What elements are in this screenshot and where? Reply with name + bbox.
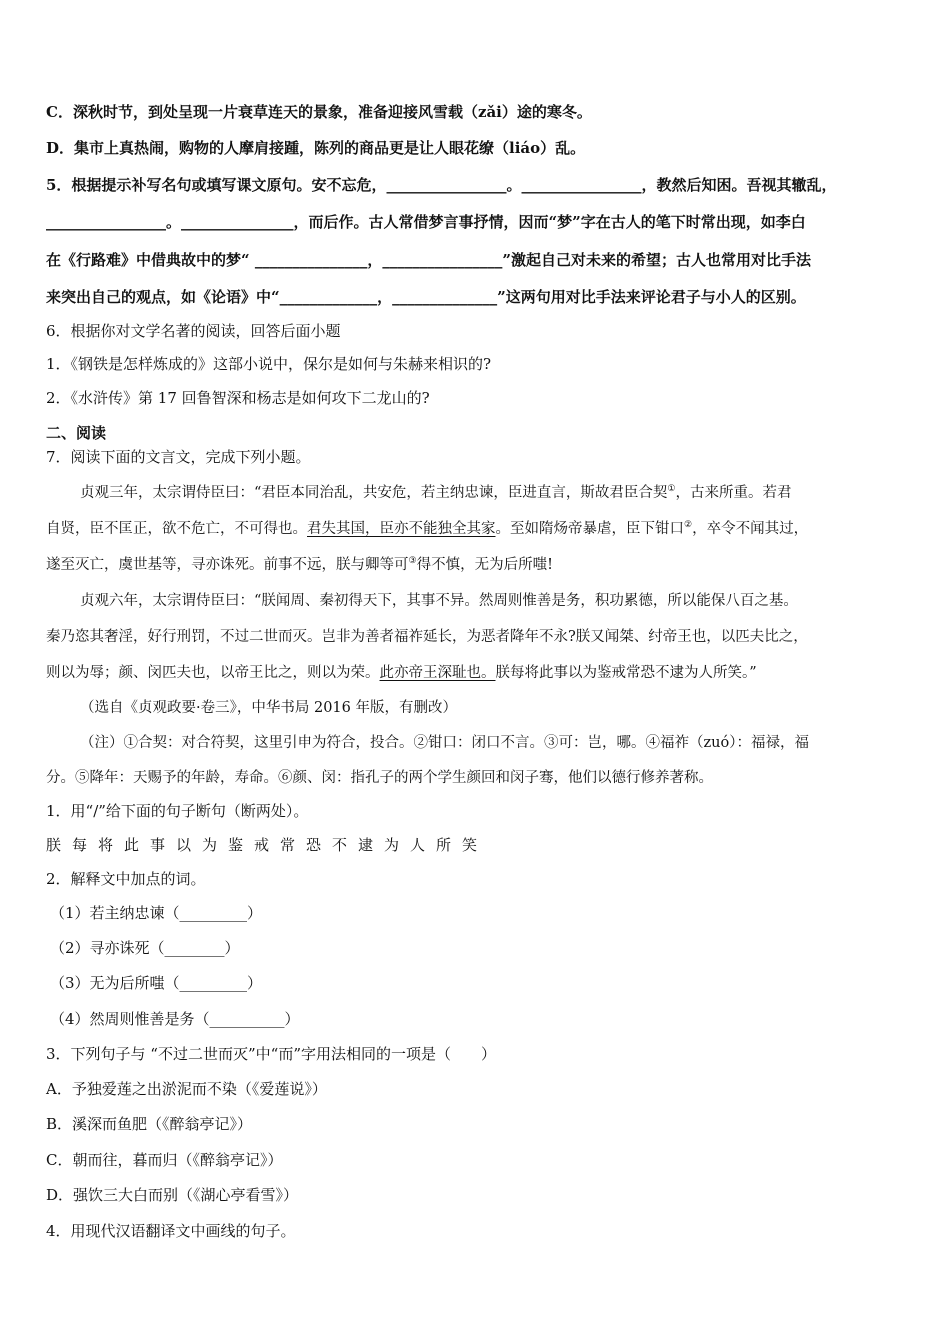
passage-notes-line-1: （注）①合契：对合符契，这里引申为符合，投合。②钳口：闭口不言。③可：岂，哪。④福祚（zuó）：福禄，福: [80, 735, 809, 751]
sq3-prompt: 3．下列句子与 “不过二世而灭”中“而”字用法相同的一项是（ ）: [46, 1045, 496, 1063]
q5-line-4: 来突出自己的观点，如《论语》中“_____________，______________”这两句用对比手法来评论君子与小人的区别。: [46, 288, 806, 306]
sq2-item-1: （1）若主纳忠谏（_________）: [50, 904, 263, 922]
passage-paragraph-2-line-2: 秦乃恣其奢淫，好行刑罚，不过二世而灭。岂非为善者福祚延长，为恶者降年不永?朕又闻桀、纣帝王也，以匹夫比之，: [46, 629, 808, 645]
sq3-option-b: B．溪深而鱼肥（《醉翁亭记》）: [46, 1115, 253, 1133]
sq2-item-4: （4）然周则惟善是务（__________）: [50, 1010, 300, 1028]
q4-option-c: C．深秋时节，到处呈现一片衰草连天的景象，准备迎接风雪载（zǎi）途的寒冬。: [46, 103, 592, 121]
passage-paragraph-2-line-1: 贞观六年，太宗谓侍臣曰：“朕闻周、秦初得天下，其事不异。然周则惟善是务，积功累德，所以能保八百之基。: [80, 593, 798, 609]
passage-paragraph-1-line-2: 自贤，臣不匡正，欲不危亡，不可得也。君失其国，臣亦不能独全其家。至如隋炀帝暴虐，臣下钳口②，卒令不闻其过，: [46, 520, 809, 537]
passage-paragraph-1-line-3: 遂至灭亡，虞世基等，寻亦诛死。前事不远，朕与卿等可③得不慎，无为后所嗤!: [46, 556, 553, 573]
q5-line-2: ________________。_______________，而后作。古人常借梦言事抒情，因而“梦”字在古人的笔下时常出现，如李白: [46, 213, 806, 231]
sq1-prompt: 1．用“/”给下面的句子断句（断两处）。: [46, 802, 309, 820]
q5-line-1: 5．根据提示补写名句或填写课文原句。安不忘危，________________。________________，教然后知困。吾视其辙乱，: [46, 176, 837, 194]
sq3-option-c: C．朝而往，暮而归（《醉翁亭记》）: [46, 1151, 283, 1169]
sq1-sentence: 朕每将此事以为鉴戒常恐不逮为人所笑: [46, 836, 489, 854]
q5-line-3: 在《行路难》中借典故中的梦“ _______________，________________”激起自己对未来的希望；古人也常用对比手法: [46, 251, 811, 269]
sq4-prompt: 4．用现代汉语翻译文中画线的句子。: [46, 1222, 296, 1240]
underlined-sentence-2: 此亦帝王深耻也。: [379, 665, 496, 681]
sq2-item-3: （3）无为后所嗤（_________）: [50, 974, 263, 992]
passage-source: （选自《贞观政要·卷三》，中华书局 2016 年版，有删改）: [80, 700, 457, 716]
passage-paragraph-1-line-1: 贞观三年，太宗谓侍臣曰：“君臣本同治乱，共安危，若主纳忠谏，臣进直言，斯故君臣合契①，古来所重。若君: [80, 484, 792, 501]
q6-subquestion-2: 2．《水浒传》第 17 回鲁智深和杨志是如何攻下二龙山的?: [46, 389, 430, 407]
underlined-sentence-1: 君失其国，臣亦不能独全其家: [307, 521, 496, 537]
q4-option-d: D．集市上真热闹，购物的人摩肩接踵，陈列的商品更是让人眼花缭（liáo）乱。: [46, 139, 586, 157]
section-heading: 二、阅读: [46, 424, 107, 442]
sq3-option-a: A．予独爱莲之出淤泥而不染（《爱莲说》）: [46, 1080, 327, 1098]
sq2-item-2: （2）寻亦诛死（________）: [50, 939, 240, 957]
sq3-option-d: D．强饮三大白而别（《湖心亭看雪》）: [46, 1186, 299, 1204]
passage-notes-line-2: 分。⑤降年：天赐予的年龄，寿命。⑥颜、闵：指孔子的两个学生颜回和闵子骞，他们以德行修养著称。: [46, 770, 713, 786]
sq2-prompt: 2．解释文中加点的词。: [46, 870, 206, 888]
q6-subquestion-1: 1．《钢铁是怎样炼成的》这部小说中，保尔是如何与朱赫来相识的?: [46, 355, 492, 373]
q7-title: 7．阅读下面的文言文，完成下列小题。: [46, 448, 311, 466]
passage-paragraph-2-line-3: 则以为辱；颜、闵匹夫也，以帝王比之，则以为荣。此亦帝王深耻也。朕每将此事以为鉴戒常恐不逮为人所笑。”: [46, 665, 757, 681]
q6-title: 6．根据你对文学名著的阅读，回答后面小题: [46, 322, 341, 340]
